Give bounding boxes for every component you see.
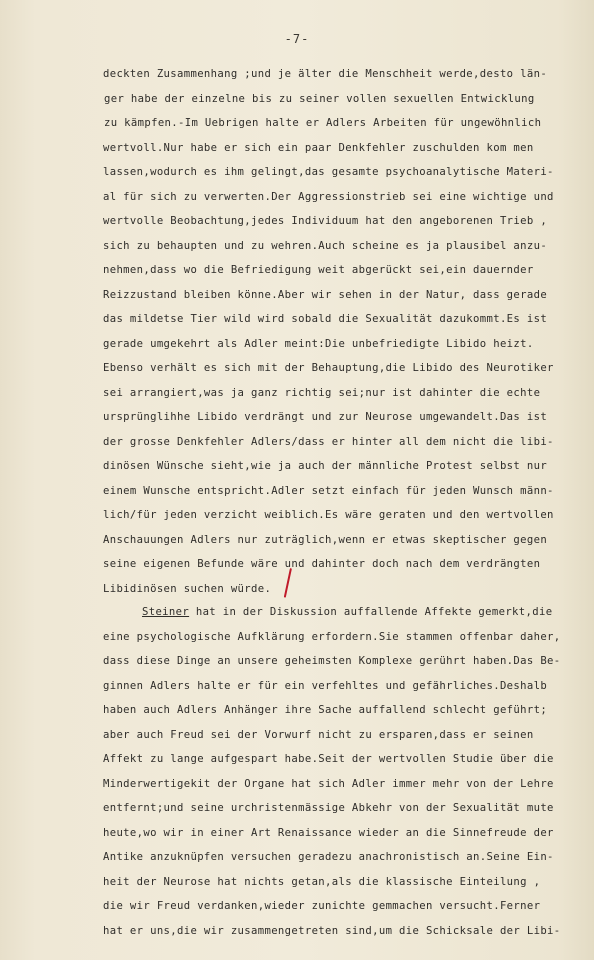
- text-line: Reizzustand bleiben könne.Aber wir sehen in der Natur, dass gerade: [103, 288, 548, 301]
- text-line: Affekt zu lange aufgespart habe.Seit der wertvollen Studie über die: [103, 753, 554, 765]
- text-line: haben auch Adlers Anhänger ihre Sache auffallend schlecht geführt;: [103, 704, 548, 716]
- text-line: nehmen,dass wo die Befriedigung weit abgerückt sei,ein dauernder: [103, 264, 534, 276]
- text-line: seine eigenen Befunde wäre und dahinter doch nach dem verdrängten: [103, 558, 541, 570]
- text-line: dinösen Wünsche sieht,wie ja auch der männliche Protest selbst nur: [103, 460, 548, 472]
- text-line: eine psychologische Aufklärung erfordern.Sie stammen offenbar daher,: [103, 630, 561, 643]
- text-line: wertvoll.Nur habe er sich ein paar Denkfehler zuschulden kom men: [103, 141, 534, 154]
- text-line: ursprünglihhe Libido verdrängt und zur Neurose umgewandelt.Das ist: [103, 411, 548, 423]
- text-line: deckten Zusammenhang ;und je älter die Menschheit werde,desto län-: [103, 68, 548, 80]
- page-number: -7-: [284, 32, 310, 46]
- text-line: der grosse Denkfehler Adlers/dass er hinter all dem nicht die libi-: [103, 435, 554, 448]
- text-line: Anschauungen Adlers nur zuträglich,wenn er etwas skeptischer gegen: [103, 533, 548, 546]
- text-line: lassen,wodurch es ihm gelingt,das gesamte psychoanalytische Materi-: [103, 166, 554, 178]
- text-line: aber auch Freud sei der Vorwurf nicht zu ersparen,dass er seinen: [103, 728, 534, 741]
- text-line: Antike anzuknüpfen versuchen geradezu anachronistisch an.Seine Ein-: [103, 851, 554, 863]
- text-line: zu kämpfen.-Im Uebrigen halte er Adlers Arbeiten für ungewöhnlich: [104, 117, 542, 129]
- text-line-rest: hat in der Diskussion auffallende Affekte gemerkt,die: [189, 606, 553, 618]
- text-line: lich/für jeden verzicht weiblich.Es wäre geraten und den wertvollen: [103, 509, 554, 521]
- paragraph-start: [142, 602, 552, 622]
- text-line: heit der Neurose hat nichts getan,als die klassische Einteilung ,: [103, 875, 541, 888]
- text-line: das mildetse Tier wild wird sobald die Sexualität dazukommt.Es ist: [103, 313, 548, 325]
- text-line: ginnen Adlers halte er für ein verfehltes und gefährliches.Deshalb: [103, 679, 548, 692]
- text-line: entfernt;und seine urchristenmässige Abkehr von der Sexualität mute: [103, 802, 554, 814]
- text-line: sich zu behaupten und zu wehren.Auch scheine es ja plausibel anzu-: [103, 239, 548, 252]
- text-line: sei arrangiert,was ja ganz richtig sei;nur ist dahinter die echte: [103, 386, 541, 399]
- text-line: hat er uns,die wir zusammengetreten sind,um die Schicksale der Libi-: [103, 924, 561, 937]
- text-line: Ebenso verhält es sich mit der Behauptung,die Libido des Neurotiker: [103, 362, 554, 374]
- text-line: Libidinösen suchen würde.: [103, 582, 272, 595]
- text-line: heute,wo wir in einer Art Renaissance wieder an die Sinnefreude der: [103, 826, 554, 839]
- text-line: dass diese Dinge an unsere geheimsten Komplexe gerührt haben.Das Be-: [103, 655, 561, 667]
- text-line: al für sich zu verwerten.Der Aggressionstrieb sei eine wichtige und: [103, 190, 554, 203]
- text-line: gerade umgekehrt als Adler meint:Die unbefriedigte Libido heizt.: [103, 337, 534, 350]
- speaker-name: Steiner: [142, 606, 190, 618]
- text-line: ger habe der einzelne bis zu seiner vollen sexuellen Entwicklung: [104, 92, 535, 105]
- text-line: Minderwertigekit der Organe hat sich Adler immer mehr von der Lehre: [103, 777, 554, 790]
- text-line: einem Wunsche entspricht.Adler setzt einfach für jeden Wunsch männ-: [103, 484, 554, 497]
- text-line: die wir Freud verdanken,wieder zunichte gemmachen versucht.Ferner: [103, 900, 541, 912]
- text-line: wertvolle Beobachtung,jedes Individuum hat den angeborenen Trieb ,: [103, 215, 548, 227]
